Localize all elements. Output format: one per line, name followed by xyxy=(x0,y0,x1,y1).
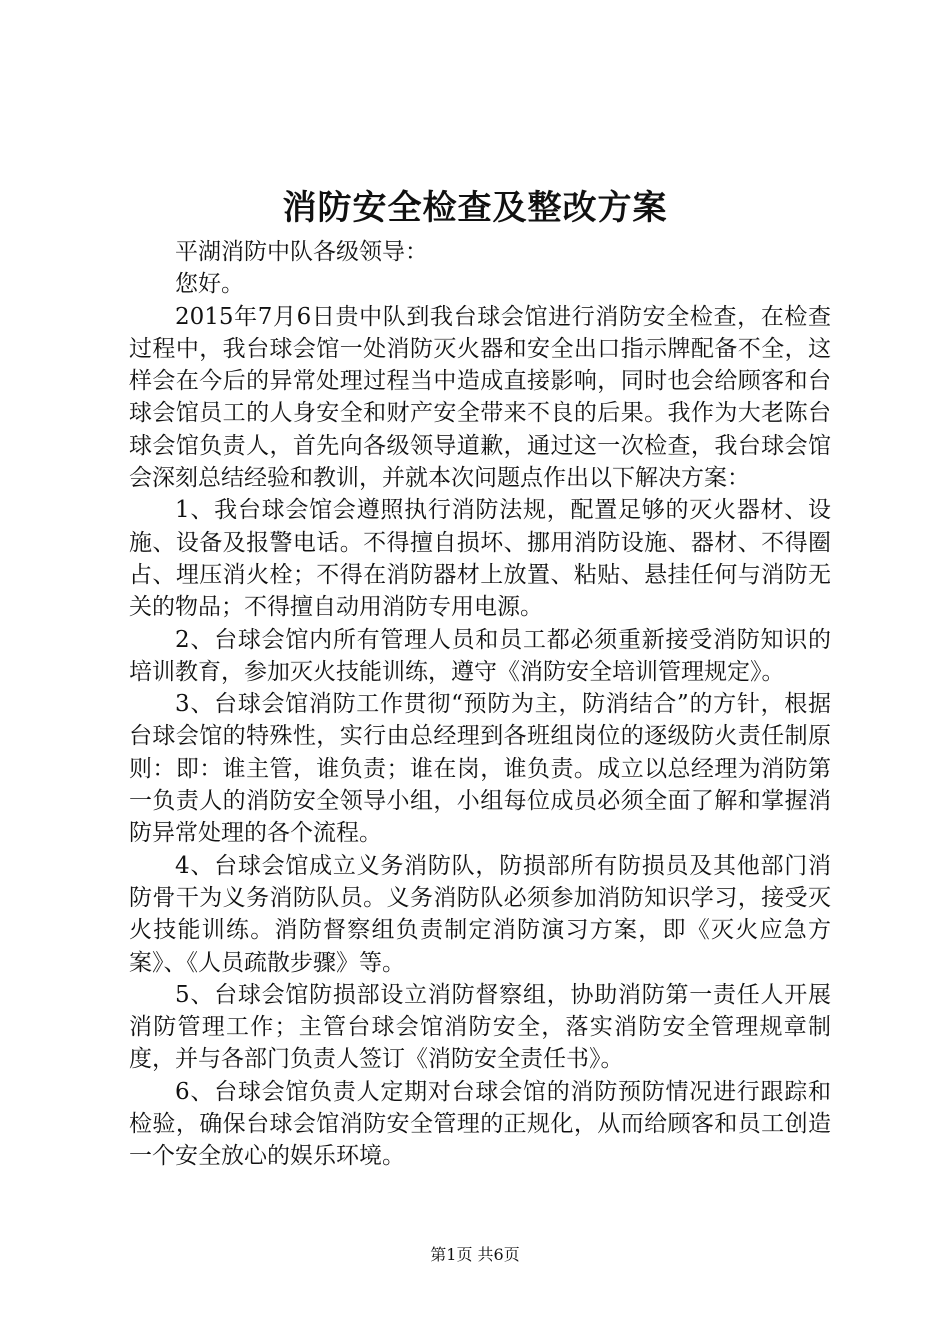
paragraph-item-4: 4、台球会馆成立义务消防队，防损部所有防损员及其他部门消防骨干为义务消防队员。义务消防队必须参加消防知识学习，接受灭火技能训练。消防督察组负责制定消防演习方案，即《灭火应急方案》、《人员疏散步骤》等。 xyxy=(129,852,831,976)
paragraph-item-5: 5、台球会馆防损部设立消防督察组，协助消防第一责任人开展消防管理工作；主管台球会馆消防安全，落实消防安全管理规章制度，并与各部门负责人签订《消防安全责任书》。 xyxy=(129,981,831,1073)
document-body xyxy=(129,236,831,1173)
paragraph-item-3: 3、台球会馆消防工作贯彻“预防为主，防消结合”的方针，根据台球会馆的特殊性，实行由总经理到各班组岗位的逐级防火责任制原则：即：谁主管，谁负责；谁在岗，谁负责。成立以总经理为消防第一负责人的消防安全领导小组，小组每位成员必须全面了解和掌握消防异常处理的各个流程。 xyxy=(129,691,831,847)
salutation: 平湖消防中队各级领导： xyxy=(175,239,428,265)
paragraph-item-1: 1、我台球会馆会遵照执行消防法规，配置足够的灭火器材、设施、设备及报警电话。不得擅自损坏、挪用消防设施、器材、不得圈占、埋压消火栓；不得在消防器材上放置、粘贴、悬挂任何与消防无关的物品；不得擅自动用消防专用电源。 xyxy=(129,497,831,621)
page-number: 第1页 共6页 xyxy=(430,1245,520,1264)
document-title: 消防安全检查及整改方案 xyxy=(282,188,668,228)
paragraph-item-6: 6、台球会馆负责人定期对台球会馆的消防预防情况进行跟踪和检验，确保台球会馆消防安全管理的正规化，从而给顾客和员工创造一个安全放心的娱乐环境。 xyxy=(129,1078,831,1170)
paragraph-item-2: 2、台球会馆内所有管理人员和员工都必须重新接受消防知识的培训教育，参加灭火技能训练，遵守《消防安全培训管理规定》。 xyxy=(129,626,831,685)
greeting: 您好。 xyxy=(175,271,244,298)
page-footer xyxy=(0,1243,950,1267)
paragraph-intro: 2015年7月6日贵中队到我台球会馆进行消防安全检查，在检查过程中，我台球会馆一处消防灭火器和安全出口指示牌配备不全，这样会在今后的异常处理过程当中造成直接影响，同时也会给顾客和台球会馆员工的人身安全和财产安全带来不良的后果。我作为大老陈台球会馆负责人，首先向各级领导道歉，通过这一次检查，我台球会馆会深刻总结经验和教训，并就本次问题点作出以下解决方案： xyxy=(129,303,831,492)
